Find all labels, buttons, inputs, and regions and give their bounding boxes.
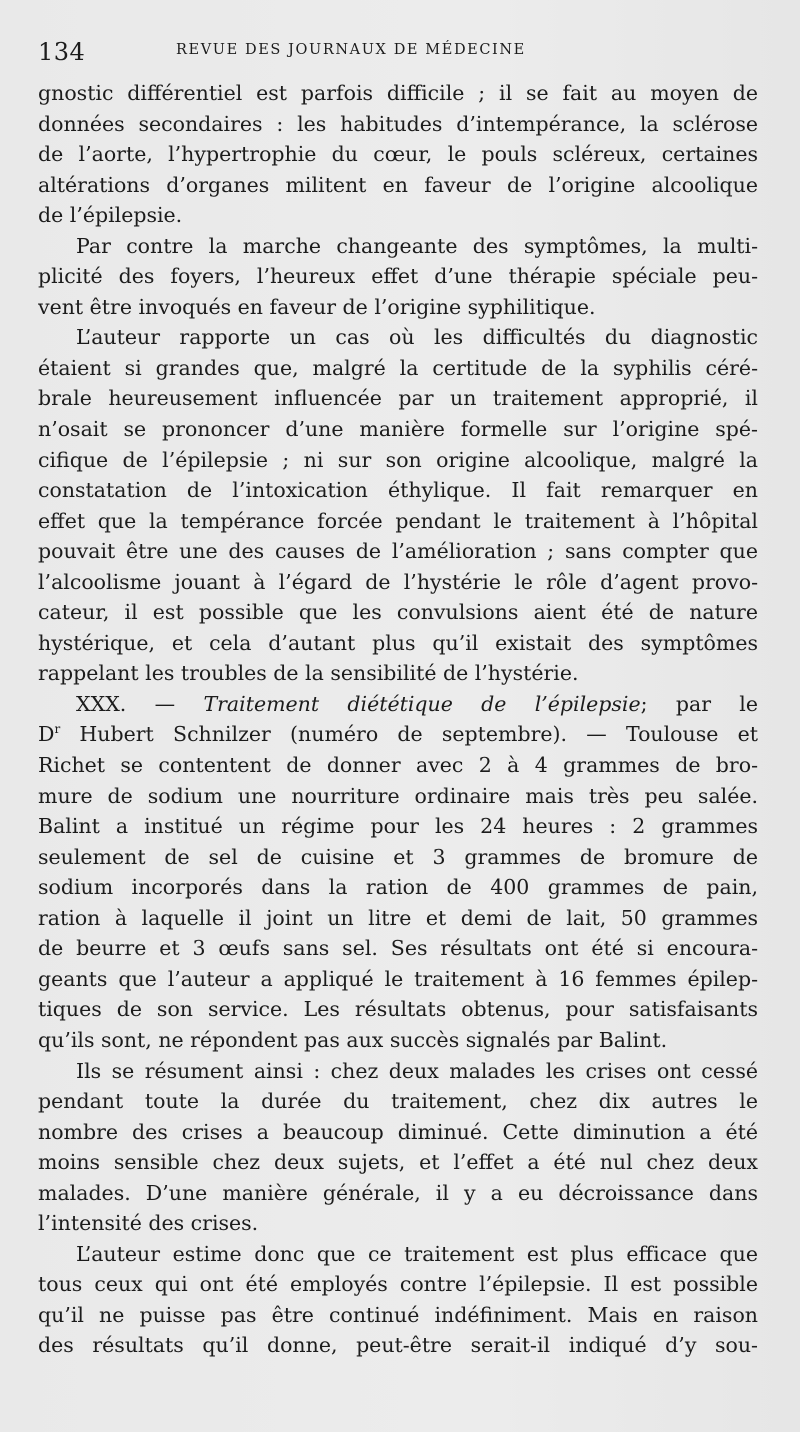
text-line: L’auteur rapporte un cas où les difficultés du diagnostic — [76, 325, 758, 350]
paragraph-4 — [38, 689, 758, 1056]
text-line: brale heureusement influencée par un traitement approprié, il — [38, 386, 758, 411]
author-line-rest: Hubert Schnilzer (numéro de septembre). — Toulouse et — [60, 722, 758, 747]
text-line: sodium incorporés dans la ration de 400 grammes de pain, — [38, 875, 758, 900]
text-line: Richet se contentent de donner avec 2 à 4 grammes de bro- — [38, 753, 758, 778]
paragraph-1 — [38, 78, 758, 231]
text-line: pendant toute la durée du traitement, chez dix autres le — [38, 1089, 758, 1114]
text-line: seulement de sel de cuisine et 3 grammes de bromure de — [38, 844, 758, 869]
text-line: vent être invoqués en faveur de l’origine syphilitique. — [38, 294, 596, 319]
text-line: rappelant les troubles de la sensibilité de l’hystérie. — [38, 661, 579, 686]
text-line: effet que la tempérance forcée pendant le traitement à l’hôpital — [38, 508, 758, 533]
text-line: tous ceux qui ont été employés contre l’épilepsie. Il est possible — [38, 1272, 758, 1297]
text-line: l’alcoolisme jouant à l’égard de l’hystérie le rôle d’agent provo- — [38, 569, 758, 594]
text-line: tiques de son service. Les résultats obtenus, pour satisfaisants — [38, 997, 758, 1022]
article-title: Traitement diététique de l’épilepsie — [203, 691, 641, 716]
text-line: geants que l’auteur a appliqué le traitement à 16 femmes épilep- — [38, 966, 758, 991]
author-prefix-sup: r — [54, 722, 61, 737]
author-line — [38, 719, 758, 750]
text-line: malades. D’une manière générale, il y a eu décroissance dans — [38, 1180, 758, 1205]
text-line: pouvait être une des causes de l’amélioration ; sans compter que — [38, 539, 758, 564]
text-line: l’intensité des crises. — [38, 1211, 259, 1236]
text-line: mure de sodium une nourriture ordinaire mais très peu salée. — [38, 783, 758, 808]
text-line: Ils se résument ainsi : chez deux malades les crises ont cessé — [76, 1058, 758, 1083]
text-line: étaient si grandes que, malgré la certitude de la syphilis céré- — [38, 355, 758, 380]
section-number: XXX. — — [76, 691, 176, 716]
heading-tail: ; par le — [640, 691, 758, 716]
text-line: gnostic différentiel est parfois difficile ; il se fait au moyen de — [38, 81, 758, 105]
text-line: qu’il ne puisse pas être continué indéfiniment. Mais en raison — [38, 1302, 758, 1327]
text-line: cifique de l’épilepsie ; ni sur son origine alcoolique, malgré la — [38, 447, 758, 472]
text-line: moins sensible chez deux sujets, et l’effet a été nul chez deux — [38, 1150, 758, 1175]
text-line: qu’ils sont, ne répondent pas aux succès signalés par Balint. — [38, 1027, 668, 1052]
section-heading-line — [38, 689, 758, 720]
body-text — [38, 78, 758, 1361]
text-line: plicité des foyers, l’heureux effet d’une thérapie spéciale peu- — [38, 264, 758, 289]
running-head: REVUE DES JOURNAUX DE MÉDECINE — [176, 42, 526, 58]
page-number: 134 — [38, 38, 86, 66]
text-line: altérations d’organes militent en faveur de l’origine alcoolique — [38, 172, 758, 197]
text-line: n’osait se prononcer d’une manière formelle sur l’origine spé- — [38, 417, 758, 442]
paragraph-6 — [38, 1239, 758, 1361]
paragraph-2 — [38, 231, 758, 323]
text-line: constatation de l’intoxication éthylique. Il fait remarquer en — [38, 478, 758, 503]
text-line: Balint a institué un régime pour les 24 heures : 2 grammes — [38, 814, 758, 839]
page-header — [38, 38, 758, 68]
text-line: ration à laquelle il joint un litre et demi de lait, 50 grammes — [38, 905, 758, 930]
text-line: Par contre la marche changeante des symptômes, la multi- — [76, 233, 758, 258]
text-line: cateur, il est possible que les convulsions aient été de nature — [38, 600, 758, 625]
text-line: hystérique, et cela d’autant plus qu’il existait des symptômes — [38, 630, 758, 655]
paragraph-5 — [38, 1056, 758, 1239]
text-line: données secondaires : les habitudes d’intempérance, la sclérose — [38, 111, 758, 136]
text-line: de l’épilepsie. — [38, 203, 183, 228]
author-prefix: D — [38, 722, 55, 747]
text-line: des résultats qu’il donne, peut-être serait-il indiqué d’y sou- — [38, 1333, 758, 1358]
text-line: L’auteur estime donc que ce traitement est plus efficace que — [76, 1241, 758, 1266]
paragraph-3 — [38, 322, 758, 689]
text-line: nombre des crises a beaucoup diminué. Cette diminution a été — [38, 1119, 758, 1144]
text-line: de beurre et 3 œufs sans sel. Ses résultats ont été si encoura- — [38, 936, 758, 961]
text-line: de l’aorte, l’hypertrophie du cœur, le pouls scléreux, certaines — [38, 142, 758, 167]
